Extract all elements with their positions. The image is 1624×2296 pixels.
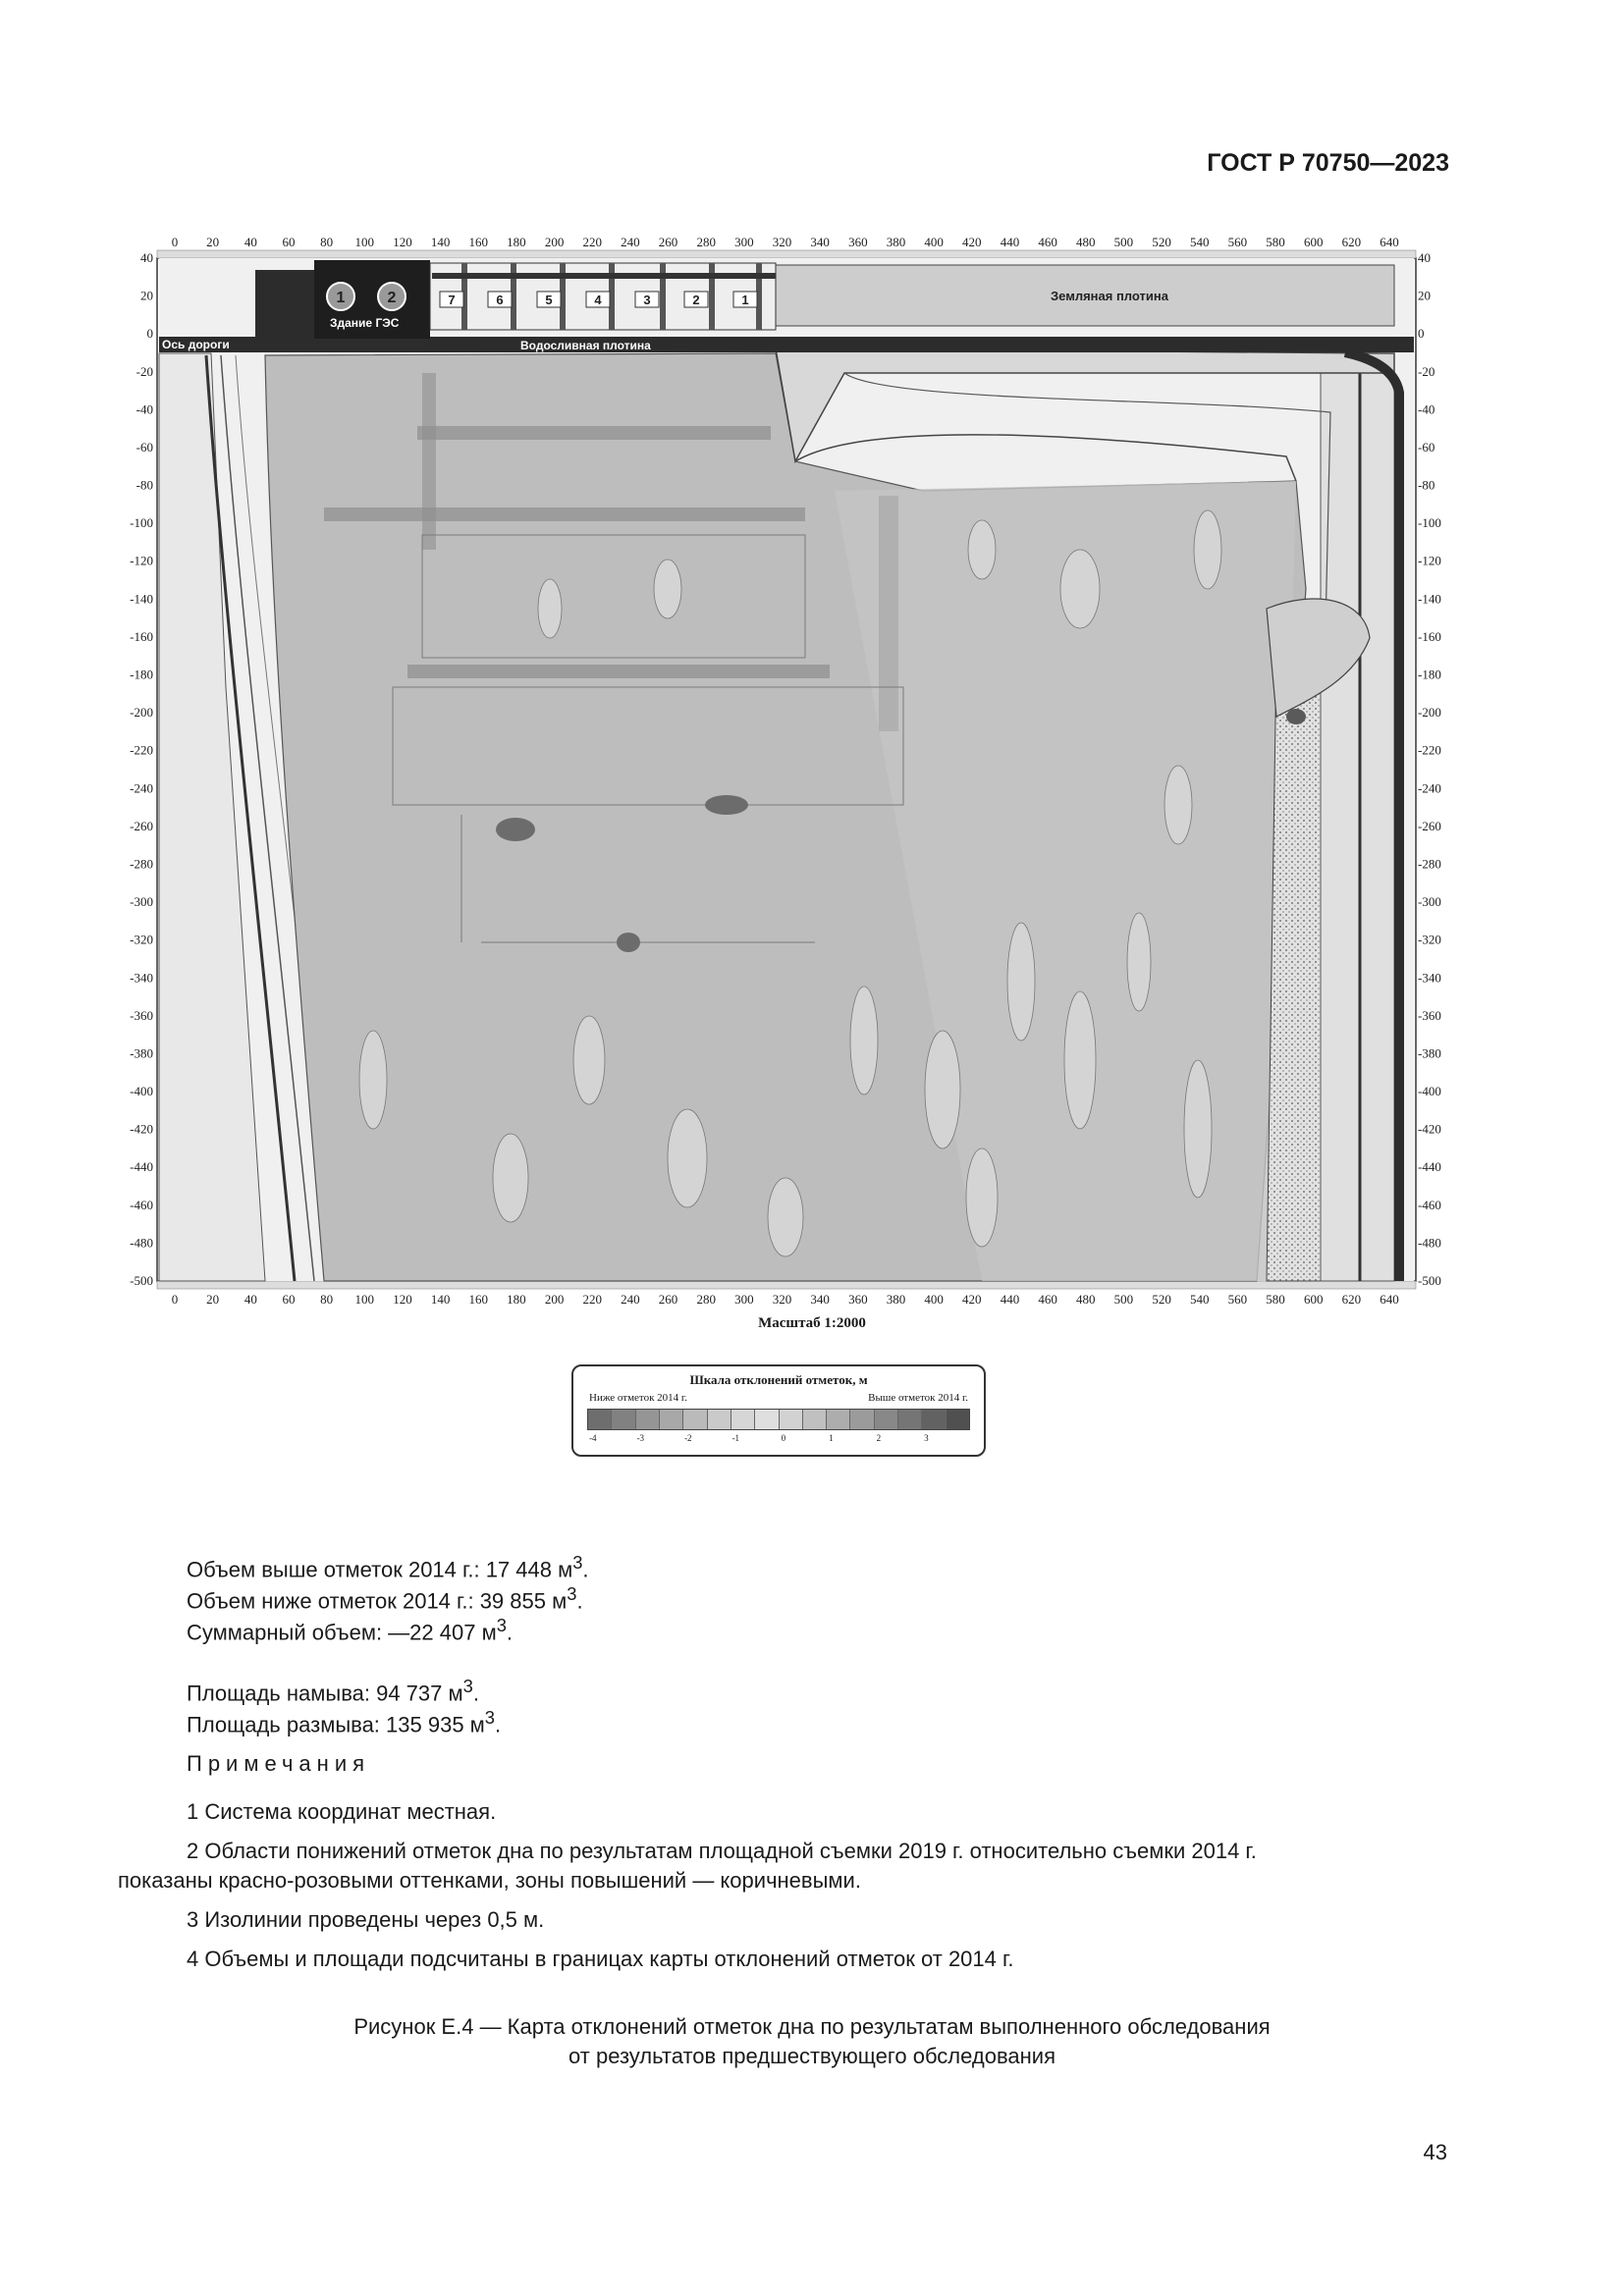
x-tick-top: 380: [886, 235, 906, 249]
hpp-building-label: Здание ГЭС: [330, 316, 400, 330]
x-tick-bottom: 380: [886, 1292, 906, 1307]
y-tick-right: -300: [1418, 894, 1441, 910]
y-tick-right: -200: [1418, 705, 1441, 721]
y-tick-right: -400: [1418, 1084, 1441, 1099]
span-7: 7: [448, 293, 456, 307]
road-strip: [159, 337, 1414, 352]
note-1: 1 Система координат местная.: [187, 1799, 497, 1824]
y-tick-left: -240: [130, 780, 153, 796]
x-tick-top: 40: [244, 235, 257, 249]
y-axis-left-ticks: [130, 250, 153, 1288]
x-tick-bottom: 40: [244, 1292, 257, 1307]
legend-swatch: [731, 1410, 755, 1429]
note-3: 3 Изолинии проведены через 0,5 м.: [187, 1907, 545, 1932]
y-tick-right: -140: [1418, 591, 1441, 607]
legend-swatch: [922, 1410, 946, 1429]
note-4: 4 Объемы и площади подсчитаны в границах карты отклонений отметок от 2014 г.: [187, 1947, 1014, 1971]
x-tick-bottom: 60: [282, 1292, 296, 1307]
x-tick-bottom: 420: [962, 1292, 982, 1307]
x-tick-bottom: 640: [1380, 1292, 1399, 1307]
x-tick-bottom: 600: [1303, 1292, 1324, 1307]
legend-swatch: [636, 1410, 660, 1429]
legend-swatch: [588, 1410, 612, 1429]
legend-swatch: [780, 1410, 803, 1429]
span-1: 1: [741, 293, 749, 307]
legend-tick: -1: [731, 1433, 740, 1443]
legend-swatch: [683, 1410, 707, 1429]
contour-row-1: [417, 426, 771, 440]
y-tick-right: -120: [1418, 553, 1441, 568]
legend-swatch: [850, 1410, 874, 1429]
x-tick-top: 100: [354, 235, 375, 249]
x-tick-bottom: 200: [544, 1292, 565, 1307]
x-axis-top-strip: [157, 250, 1416, 258]
x-tick-top: 180: [507, 235, 526, 249]
x-tick-bottom: 500: [1113, 1292, 1134, 1307]
y-tick-left: -40: [135, 401, 153, 417]
y-tick-right: -60: [1418, 439, 1435, 454]
y-tick-left: -220: [130, 742, 153, 758]
x-tick-top: 140: [430, 235, 451, 249]
legend-tick: 3: [924, 1433, 929, 1443]
y-tick-right: -100: [1418, 515, 1441, 531]
x-tick-top: 300: [734, 235, 754, 249]
x-tick-bottom: 220: [582, 1292, 602, 1307]
x-tick-bottom: 80: [320, 1292, 334, 1307]
volume-total: Суммарный объем: —22 407 $м^3$.: [187, 1615, 514, 1645]
y-tick-left: -280: [130, 856, 153, 872]
legend-tick: 1: [829, 1433, 834, 1443]
y-tick-right: -460: [1418, 1197, 1441, 1212]
y-tick-left: -320: [130, 932, 153, 947]
earth-dam-label: Земляная плотина: [1051, 289, 1168, 303]
blob-1: [496, 818, 535, 841]
x-tick-top: 280: [696, 235, 716, 249]
hpp-building-left: [255, 270, 314, 339]
y-tick-left: 0: [146, 326, 153, 342]
x-axis-bottom-ticks: [172, 1292, 1399, 1307]
y-tick-right: -480: [1418, 1235, 1441, 1251]
x-tick-top: 540: [1189, 235, 1210, 249]
contour-row-2: [324, 507, 805, 521]
y-tick-left: 40: [140, 250, 153, 265]
legend-swatch: [827, 1410, 850, 1429]
y-tick-left: -120: [130, 553, 153, 568]
x-tick-bottom: 240: [621, 1292, 640, 1307]
hpp-unit-1: [327, 283, 354, 310]
legend-swatch: [612, 1410, 635, 1429]
y-tick-right: -80: [1418, 477, 1435, 493]
legend-title: Шкала отклонений отметок, м: [689, 1372, 868, 1387]
y-tick-right: 40: [1418, 250, 1431, 265]
x-tick-top: 200: [544, 235, 565, 249]
y-tick-right: -380: [1418, 1045, 1441, 1061]
hpp-unit-2-label: 2: [387, 290, 397, 306]
x-tick-top: 500: [1113, 235, 1134, 249]
span-2: 2: [692, 293, 700, 307]
blob-2: [705, 795, 748, 815]
legend-tick: -2: [684, 1433, 692, 1443]
note-2-line-1: 2 Области понижений отметок дна по результатам площадной съемки 2019 г. относительно съемки 2014 г.: [187, 1839, 1257, 1863]
y-tick-left: -480: [130, 1235, 153, 1251]
figure-caption-line-1: Рисунок Е.4 — Карта отклонений отметок дна по результатам выполненного обследования: [353, 2014, 1271, 2039]
x-tick-top: 520: [1152, 235, 1171, 249]
span-3: 3: [643, 293, 651, 307]
y-tick-right: -40: [1418, 401, 1435, 417]
dotted-slope: [1267, 628, 1326, 1281]
x-tick-top: 480: [1076, 235, 1096, 249]
x-tick-top: 60: [282, 235, 296, 249]
legend-above-label: Выше отметок 2014 г.: [868, 1392, 968, 1404]
notes-heading: Примечания: [187, 1751, 371, 1776]
span-4: 4: [594, 293, 602, 307]
y-tick-right: -420: [1418, 1121, 1441, 1137]
y-tick-left: -400: [130, 1084, 153, 1099]
y-tick-right: 20: [1418, 288, 1431, 303]
y-tick-right: -20: [1418, 363, 1435, 379]
x-tick-top: 460: [1038, 235, 1057, 249]
blob-3: [1286, 709, 1306, 724]
x-tick-bottom: 520: [1152, 1292, 1171, 1307]
legend-color-bar: [587, 1409, 970, 1430]
legend-swatch: [660, 1410, 683, 1429]
erosion-area: Площадь размыва: 135 935 $м^3$.: [187, 1707, 502, 1737]
legend-swatch: [947, 1410, 969, 1429]
legend-swatch: [803, 1410, 827, 1429]
x-tick-top: 320: [772, 235, 792, 249]
x-tick-bottom: 460: [1038, 1292, 1057, 1307]
legend-swatch: [898, 1410, 922, 1429]
y-tick-left: -260: [130, 818, 153, 833]
hpp-unit-2: [378, 283, 406, 310]
legend-ticks: [587, 1433, 968, 1447]
y-tick-left: -80: [135, 477, 153, 493]
x-tick-top: 220: [582, 235, 602, 249]
y-tick-left: -460: [130, 1197, 153, 1212]
y-tick-left: -500: [130, 1273, 153, 1288]
x-tick-top: 240: [621, 235, 640, 249]
road-axis-label: Ось дороги: [162, 338, 230, 351]
y-tick-right: -160: [1418, 628, 1441, 644]
hpp-unit-1-label: 1: [336, 290, 346, 306]
contour-vert-1: [422, 373, 436, 550]
spillway-dam-label: Водосливная плотина: [520, 339, 651, 352]
x-tick-bottom: 620: [1341, 1292, 1362, 1307]
legend-tick: -3: [636, 1433, 645, 1443]
y-tick-left: -380: [130, 1045, 153, 1061]
y-tick-left: -140: [130, 591, 153, 607]
note-2-line-2: показаны красно-розовыми оттенками, зоны повышений — коричневыми.: [118, 1868, 861, 1893]
volume-below: Объем ниже отметок 2014 г.: 39 855 $м^3$.: [187, 1583, 583, 1614]
x-tick-bottom: 100: [354, 1292, 375, 1307]
x-tick-bottom: 320: [772, 1292, 792, 1307]
x-tick-bottom: 480: [1076, 1292, 1096, 1307]
x-tick-top: 640: [1380, 235, 1399, 249]
y-tick-right: 0: [1418, 326, 1425, 342]
y-tick-right: -240: [1418, 780, 1441, 796]
x-tick-bottom: 300: [734, 1292, 754, 1307]
x-tick-top: 400: [924, 235, 944, 249]
x-axis-bottom-strip: [157, 1281, 1416, 1289]
x-tick-bottom: 120: [393, 1292, 412, 1307]
span-6: 6: [496, 293, 504, 307]
right-bank-outer: [1321, 353, 1394, 1281]
x-tick-bottom: 360: [848, 1292, 868, 1307]
x-tick-bottom: 20: [206, 1292, 220, 1307]
x-tick-bottom: 440: [1000, 1292, 1020, 1307]
y-tick-left: -200: [130, 705, 153, 721]
span-5: 5: [545, 293, 553, 307]
x-tick-bottom: 400: [924, 1292, 944, 1307]
map-scale-label: Масштаб 1:2000: [758, 1315, 866, 1331]
legend-swatch: [708, 1410, 731, 1429]
x-tick-top: 600: [1303, 235, 1324, 249]
y-tick-left: -360: [130, 1007, 153, 1023]
contour-row-3: [407, 665, 830, 678]
x-tick-bottom: 160: [468, 1292, 488, 1307]
x-tick-bottom: 580: [1266, 1292, 1285, 1307]
y-tick-left: -300: [130, 894, 153, 910]
x-tick-top: 20: [206, 235, 220, 249]
y-tick-left: -20: [135, 363, 153, 379]
y-tick-left: -180: [130, 667, 153, 682]
legend-tick: 0: [781, 1433, 786, 1443]
x-tick-top: 440: [1000, 235, 1020, 249]
y-axis-right-ticks: [1418, 250, 1441, 1288]
volume-above: Объем выше отметок 2014 г.: 17 448 $м^3$.: [187, 1552, 589, 1582]
x-tick-top: 580: [1266, 235, 1285, 249]
x-tick-top: 420: [962, 235, 982, 249]
x-tick-top: 160: [468, 235, 488, 249]
legend-below-label: Ниже отметок 2014 г.: [589, 1392, 687, 1404]
x-tick-top: 260: [658, 235, 678, 249]
x-tick-bottom: 140: [430, 1292, 451, 1307]
x-axis-top-ticks: [172, 235, 1399, 249]
x-tick-bottom: 540: [1189, 1292, 1210, 1307]
y-tick-right: -320: [1418, 932, 1441, 947]
legend-swatch: [875, 1410, 898, 1429]
x-tick-top: 340: [810, 235, 830, 249]
legend-tick: 2: [876, 1433, 882, 1443]
y-tick-left: -340: [130, 970, 153, 986]
deposit-area: Площадь намыва: 94 737 $м^3$.: [187, 1676, 479, 1706]
y-tick-left: 20: [140, 288, 153, 303]
y-tick-right: -280: [1418, 856, 1441, 872]
x-tick-bottom: 560: [1227, 1292, 1248, 1307]
x-tick-bottom: 180: [507, 1292, 526, 1307]
y-tick-left: -440: [130, 1159, 153, 1175]
document-code: ГОСТ Р 70750—2023: [1207, 149, 1449, 177]
y-tick-right: -500: [1418, 1273, 1441, 1288]
legend-tick: -4: [589, 1433, 597, 1443]
y-tick-right: -440: [1418, 1159, 1441, 1175]
x-tick-top: 120: [393, 235, 412, 249]
x-tick-top: 620: [1341, 235, 1362, 249]
contour-vert-2: [879, 496, 898, 731]
blob-4: [617, 933, 640, 952]
x-tick-bottom: 280: [696, 1292, 716, 1307]
x-tick-top: 360: [848, 235, 868, 249]
y-tick-right: -360: [1418, 1007, 1441, 1023]
spillway-gatebar: [432, 273, 776, 279]
figure-caption-line-2: от результатов предшествующего обследования: [568, 2044, 1056, 2068]
page-number: 43: [1423, 2140, 1447, 2164]
y-tick-left: -100: [130, 515, 153, 531]
x-tick-top: 0: [171, 235, 179, 249]
y-tick-right: -220: [1418, 742, 1441, 758]
x-tick-bottom: 340: [810, 1292, 830, 1307]
x-tick-bottom: 0: [171, 1292, 179, 1307]
x-tick-bottom: 260: [658, 1292, 678, 1307]
y-tick-right: -260: [1418, 818, 1441, 833]
y-tick-right: -180: [1418, 667, 1441, 682]
x-tick-top: 80: [320, 235, 334, 249]
legend-swatch: [755, 1410, 779, 1429]
y-tick-left: -420: [130, 1121, 153, 1137]
y-tick-left: -160: [130, 628, 153, 644]
deviation-legend: [571, 1364, 986, 1457]
y-tick-left: -60: [135, 439, 153, 454]
x-tick-top: 560: [1227, 235, 1248, 249]
y-tick-right: -340: [1418, 970, 1441, 986]
